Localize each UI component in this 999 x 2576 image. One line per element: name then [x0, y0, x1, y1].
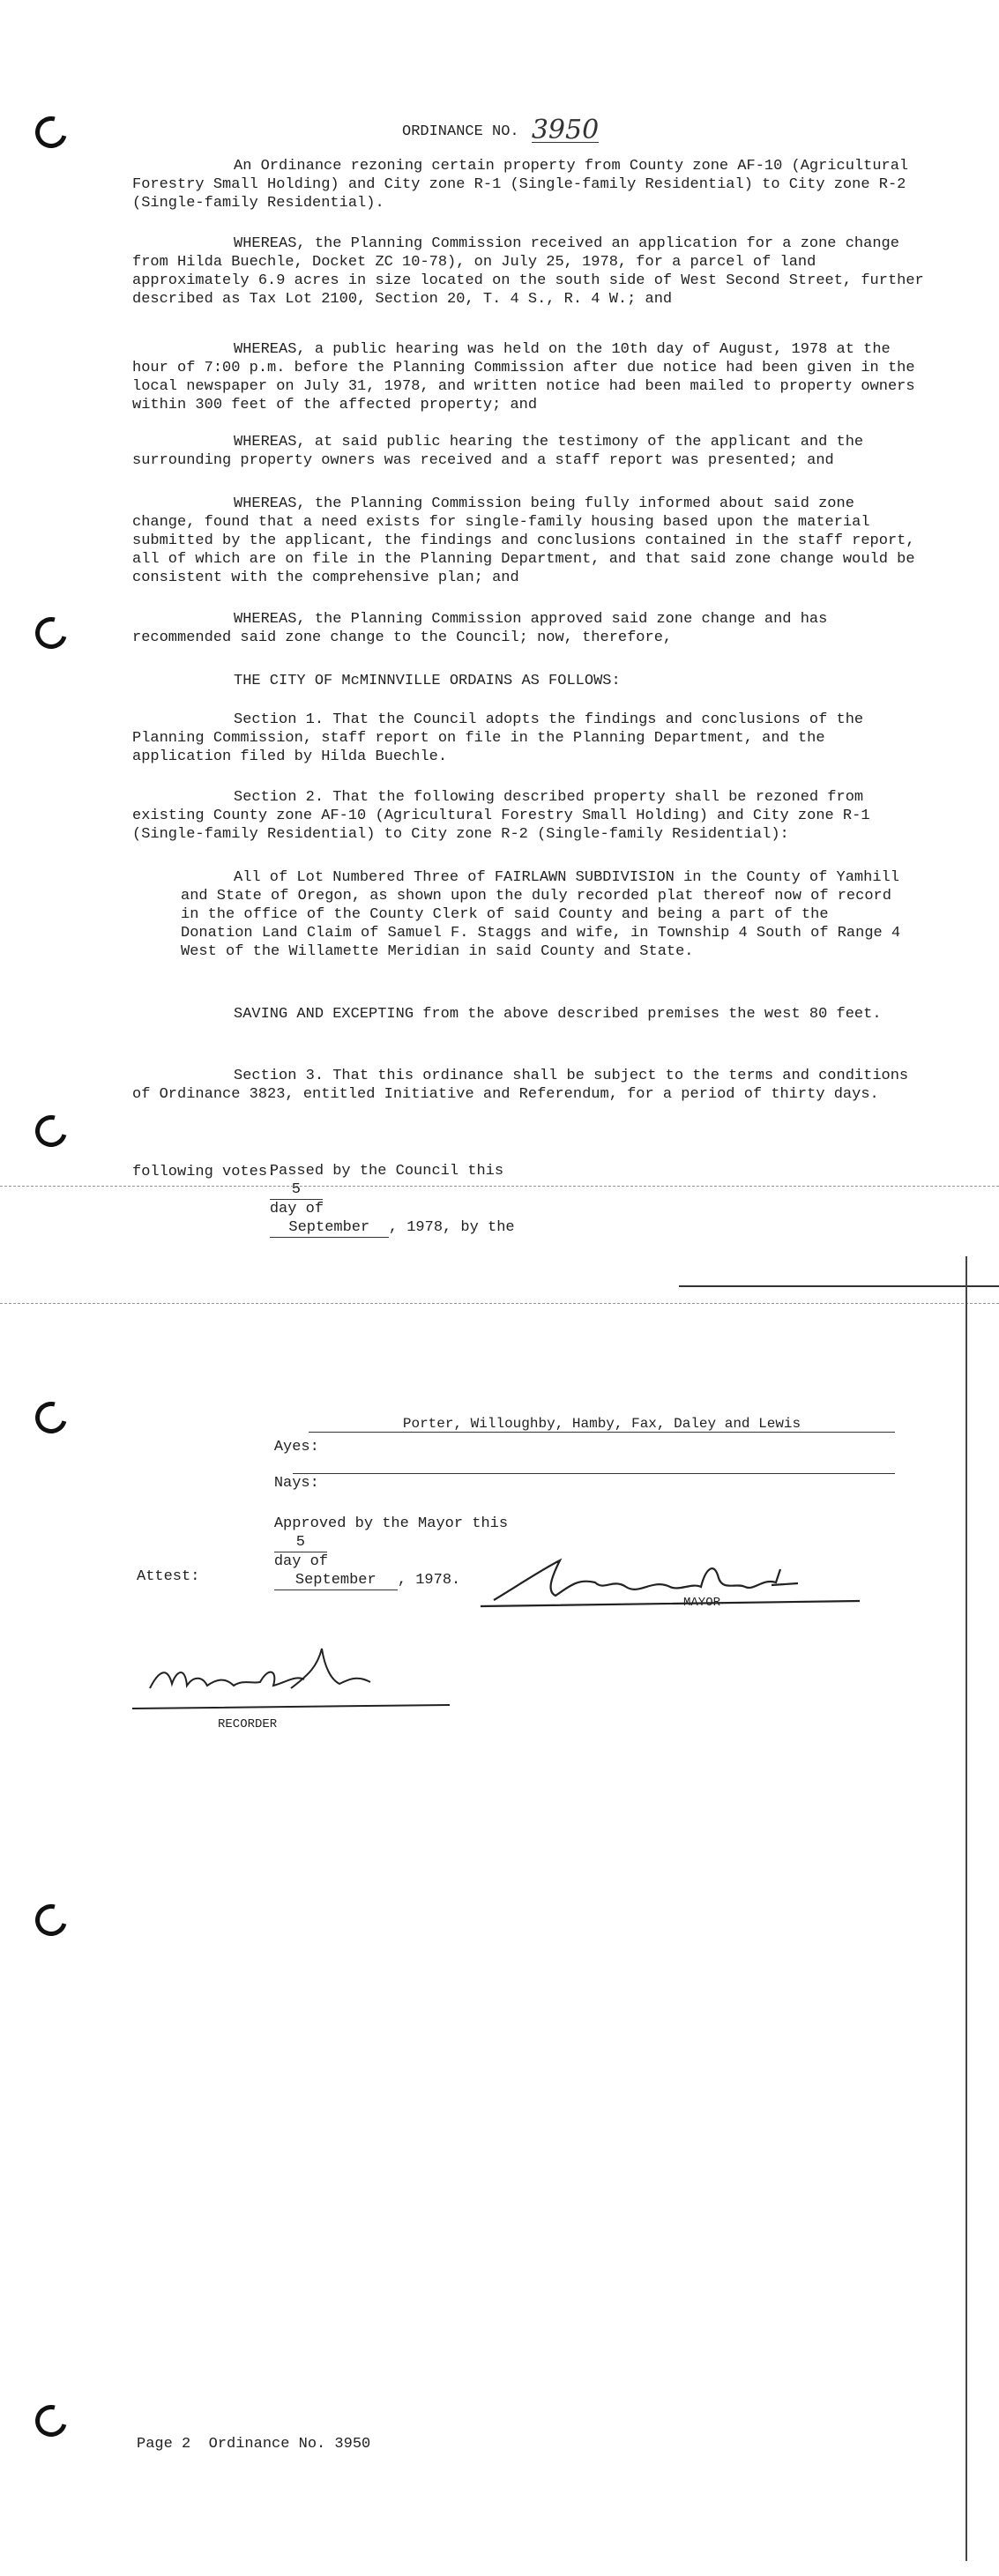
section-3: Section 3. That this ordinance shall be subject to the terms and conditions of Ordinance 3823, entitled Initiative and Referendum, for a period of thirty days.	[132, 1068, 909, 1103]
whereas-clause: WHEREAS, the Planning Commission received an application for a zone change from Hilda Buechle, Docket ZC 10-78), on July 25, 1978, for a parcel of land approximately 6.9 acres in size located on the south side of West Second Street, further described as Tax Lot 2100, Section 20, T. 4 S., R. 4 W.; and	[132, 235, 924, 308]
passed-day: 5	[270, 1180, 323, 1200]
mayor-label: MAYOR	[683, 1596, 721, 1610]
nays-value	[293, 1456, 895, 1474]
ordains-heading: THE CITY OF McMINNVILLE ORDAINS AS FOLLOWS:	[234, 673, 621, 689]
approved-day: 5	[274, 1533, 327, 1552]
approved-suffix: , 1978.	[397, 1572, 461, 1589]
approved-mid: day of	[273, 1553, 329, 1570]
punch-hole-icon	[29, 1898, 72, 1941]
attest-label: Attest:	[137, 1568, 200, 1585]
page-break-divider	[0, 1303, 999, 1304]
punch-hole-icon	[29, 1109, 72, 1152]
mayor-signature-icon	[481, 1552, 877, 1613]
passed-line-2: following votes:	[132, 1164, 277, 1180]
ordinance-intro: An Ordinance rezoning certain property from County zone AF-10 (Agricultural Forestry Small Holding) and City zone R-1 (Single-family Residential) to City zone R-2 (Single-family Residential).	[132, 158, 909, 212]
ayes-label: Ayes:	[273, 1439, 319, 1456]
approved-month: September	[274, 1571, 398, 1590]
passed-mid: day of	[269, 1201, 324, 1217]
punch-hole-icon	[29, 2399, 72, 2442]
ayes-value: Porter, Willoughby, Hamby, Fax, Daley and Lewis	[309, 1416, 895, 1433]
whereas-clause: WHEREAS, at said public hearing the testimony of the applicant and the surrounding property owners was received and a staff report was presented; and	[132, 434, 864, 469]
ordinance-title-label: ORDINANCE NO.	[402, 123, 519, 140]
whereas-clause: WHEREAS, the Planning Commission approved said zone change and has recommended said zone change to the Council; now, therefore,	[132, 611, 828, 646]
recorder-label: RECORDER	[218, 1717, 278, 1731]
section-1: Section 1. That the Council adopts the findings and conclusions of the Planning Commission, staff report on file in the Planning Department, and the application filed by Hilda Buechle.	[132, 711, 864, 765]
scan-artifact-divider	[0, 1186, 999, 1187]
whereas-clause: WHEREAS, the Planning Commission being fully informed about said zone change, found that a need exists for single-family housing based upon the material submitted by the applicant, the findings and conclusions contained in the staff report, all of which are on file in the Planning Department, and that said zone change would be consistent with the comprehensive plan; and	[132, 495, 915, 586]
legal-description: All of Lot Numbered Three of FAIRLAWN SUBDIVISION in the County of Yamhill and State of Oregon, as shown upon the duly recorded plat thereof now of record in the office of the County Clerk of said County and being a part of the Donation Land Claim of Samuel F. Staggs and wife, in Township 4 South of Range 4 West of the Willamette Meridian in said County and State.	[181, 869, 901, 960]
whereas-clause: WHEREAS, a public hearing was held on the 10th day of August, 1978 at the hour of 7:00 p.m. before the Planning Commission after due notice had been given in the local newspaper on July 31, 1978, and written notice had been mailed to property owners within 300 feet of the affected property; and	[132, 341, 915, 413]
nays-label: Nays:	[273, 1475, 319, 1492]
fold-line	[679, 1285, 999, 1287]
recorder-signature-icon	[132, 1640, 458, 1715]
approved-statement	[238, 1496, 508, 1609]
passed-suffix: , 1978, by the	[388, 1219, 515, 1236]
page-edge	[965, 1256, 967, 2561]
punch-hole-icon	[29, 1396, 72, 1439]
passed-statement	[234, 1143, 515, 1256]
approved-prefix: Approved by the Mayor this	[273, 1515, 509, 1532]
passed-month: September	[270, 1218, 389, 1238]
page-footer: Page 2 Ordinance No. 3950	[137, 2436, 371, 2453]
section-2: Section 2. That the following described property shall be rezoned from existing County zone AF-10 (Agricultural Forestry Small Holding) and City zone R-1 (Single-family Residential) to City zone R-2 (Single-family Residential):	[132, 789, 870, 843]
punch-hole-icon	[29, 110, 72, 153]
ordinance-title	[402, 111, 599, 143]
ordinance-number: 3950	[531, 115, 600, 145]
punch-hole-icon	[29, 611, 72, 654]
passed-prefix: Passed by the Council this	[269, 1163, 504, 1180]
saving-and-excepting: SAVING AND EXCEPTING from the above described premises the west 80 feet.	[234, 1006, 882, 1023]
